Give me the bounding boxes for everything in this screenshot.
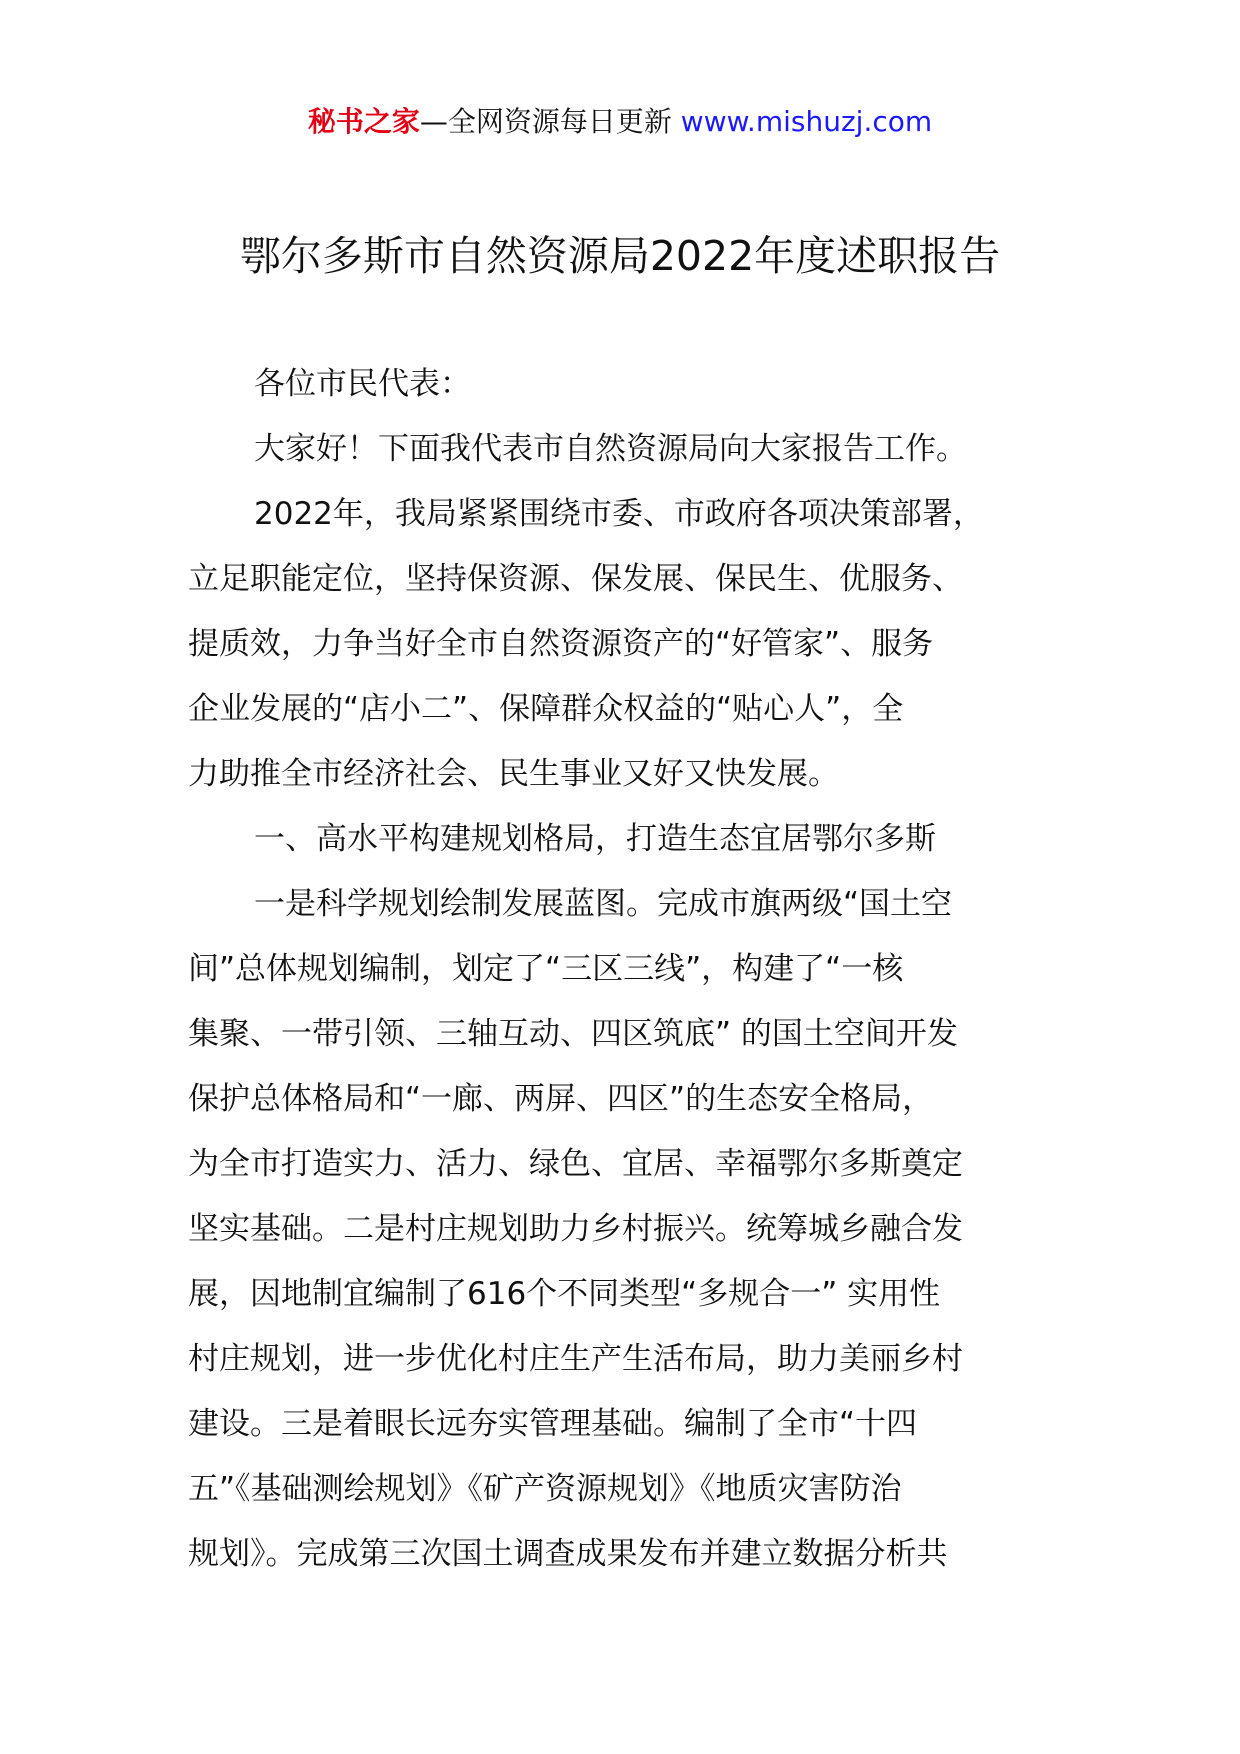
- text-line: 为全市打造实力、活力、绿色、宜居、幸福鄂尔多斯奠定: [188, 1146, 963, 1182]
- site-url-link[interactable]: www.mishuzj.com: [680, 105, 933, 138]
- text-line: 坚实基础。二是村庄规划助力乡村振兴。统筹城乡融合发: [188, 1211, 963, 1247]
- text-line: 企业发展的“店小二”、保障群众权益的“贴心人”，全: [188, 691, 904, 727]
- text-line: 保护总体格局和“一廊、两屏、四区”的生态安全格局，: [188, 1081, 934, 1117]
- brand-name: 秘书之家: [307, 105, 420, 138]
- text-line: 力助推全市经济社会、民生事业又好又快发展。: [188, 756, 839, 792]
- text-line: 村庄规划，进一步优化村庄生产生活布局，助力美丽乡村: [188, 1341, 963, 1377]
- site-banner: [0, 102, 1240, 142]
- text-line: 各位市民代表：: [254, 366, 471, 402]
- banner-tagline: —全网资源每日更新: [419, 105, 672, 138]
- text-line: 间”总体规划编制，划定了“三区三线”，构建了“一核: [188, 951, 904, 987]
- text-line: 大家好！下面我代表市自然资源局向大家报告工作。: [254, 431, 967, 467]
- text-line: 一是科学规划绘制发展蓝图。完成市旗两级“国土空: [254, 886, 953, 922]
- text-line: 提质效，力争当好全市自然资源资产的“好管家”、服务: [188, 626, 934, 662]
- text-line: 立足职能定位，坚持保资源、保发展、保民生、优服务、: [188, 561, 963, 597]
- text-line: 2022年，我局紧紧围绕市委、市政府各项决策部署，: [254, 496, 984, 532]
- document-title: 鄂尔多斯市自然资源局2022年度述职报告: [239, 232, 1001, 280]
- text-line: 展，因地制宜编制了616个不同类型“多规合一” 实用性: [188, 1276, 941, 1312]
- text-line: 建设。三是着眼长远夯实管理基础。编制了全市“十四: [188, 1406, 918, 1442]
- text-line: 五”《基础测绘规划》《矿产资源规划》《地质灾害防治: [188, 1471, 902, 1507]
- text-line: 集聚、一带引领、三轴互动、四区筑底” 的国土空间开发: [188, 1016, 958, 1052]
- section-heading: 一、高水平构建规划格局，打造生态宜居鄂尔多斯: [254, 821, 936, 857]
- text-line: 规划》。完成第三次国土调查成果发布并建立数据分析共: [188, 1536, 948, 1572]
- document-body: [188, 362, 1060, 1597]
